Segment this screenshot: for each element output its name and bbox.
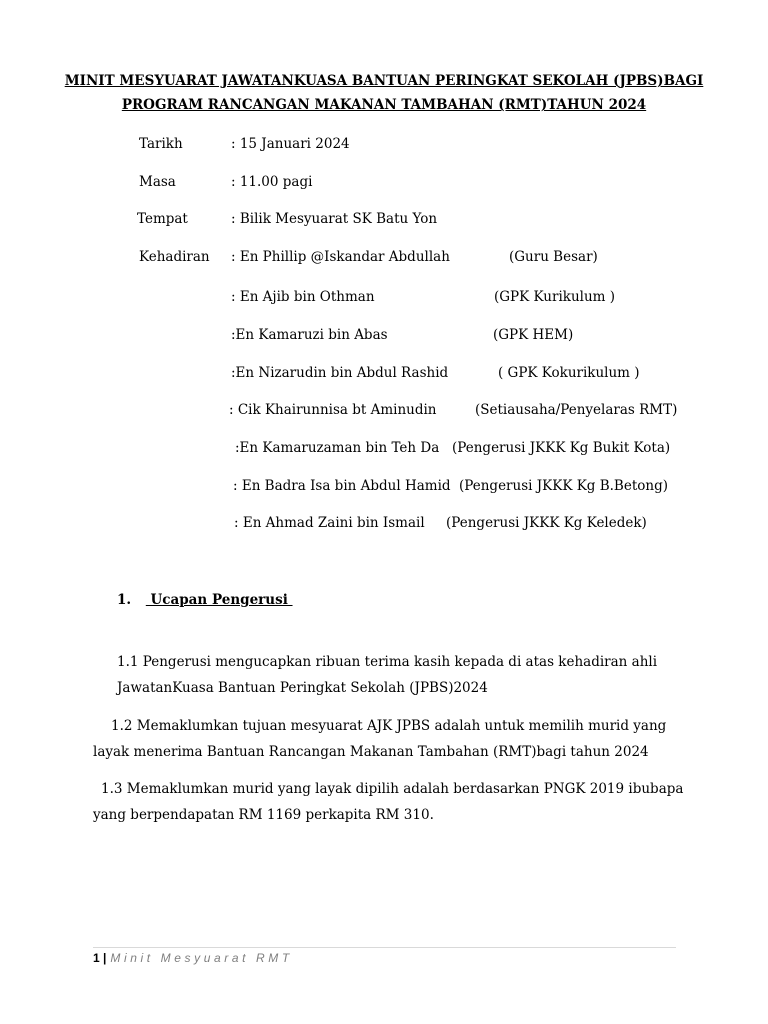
attendee-name: : En Phillip @Iskandar Abdullah — [231, 249, 450, 265]
attendee-role: (Pengerusi JKKK Kg Bukit Kota) — [452, 440, 671, 456]
page-footer — [93, 951, 293, 965]
attendee-role: ( GPK Kokurikulum ) — [498, 365, 640, 381]
attendee-role: (Pengerusi JKKK Kg B.Betong) — [459, 478, 668, 494]
attendee-role: (GPK HEM) — [493, 327, 574, 343]
footer-title: Minit Mesyuarat RMT — [110, 951, 293, 965]
paragraph-1-1-line-1: 1.1 Pengerusi mengucapkan ribuan terima kasih kepada di atas kehadiran ahli — [117, 654, 658, 670]
attendee-name: :En Kamaruzaman bin Teh Da — [235, 440, 440, 456]
paragraph-1-1-line-2: JawatanKuasa Bantuan Peringkat Sekolah (JPBS)2024 — [117, 680, 488, 696]
date-label: Tarikh — [139, 136, 183, 152]
attendee-name: :En Kamaruzi bin Abas — [231, 327, 388, 343]
time-value: : 11.00 pagi — [231, 174, 313, 190]
attendee-name: : En Ahmad Zaini bin Ismail — [234, 515, 425, 531]
attendee-name: : En Badra Isa bin Abdul Hamid — [233, 478, 451, 494]
attendee-role: (Guru Besar) — [509, 249, 598, 265]
footer-divider — [93, 947, 676, 948]
attendee-role: (Setiausaha/Penyelaras RMT) — [475, 402, 678, 418]
attendee-name: : Cik Khairunnisa bt Aminudin — [229, 402, 437, 418]
attendee-role: (GPK Kurikulum ) — [494, 289, 616, 305]
document-title-line-2: PROGRAM RANCANGAN MAKANAN TAMBAHAN (RMT)TAHUN 2024 — [121, 97, 647, 113]
time-label: Masa — [139, 174, 176, 190]
attendee-name: : En Ajib bin Othman — [231, 289, 375, 305]
page-number: 1 | — [93, 951, 107, 965]
place-value: : Bilik Mesyuarat SK Batu Yon — [231, 211, 438, 227]
section-heading — [117, 592, 293, 608]
place-label: Tempat — [137, 211, 188, 227]
section-number: 1. — [117, 592, 132, 608]
attendance-label: Kehadiran — [139, 249, 210, 265]
date-value: : 15 Januari 2024 — [231, 136, 350, 152]
paragraph-1-3-line-2: yang berpendapatan RM 1169 perkapita RM 310. — [93, 807, 434, 823]
paragraph-1-3-line-1: 1.3 Memaklumkan murid yang layak dipilih adalah berdasarkan PNGK 2019 ibubapa — [101, 781, 684, 797]
document-title-line-1: MINIT MESYUARAT JAWATANKUASA BANTUAN PERINGKAT SEKOLAH (JPBS)BAGI — [64, 73, 704, 89]
attendee-name: :En Nizarudin bin Abdul Rashid — [231, 365, 449, 381]
paragraph-1-2-line-1: 1.2 Memaklumkan tujuan mesyuarat AJK JPBS adalah untuk memilih murid yang — [111, 718, 667, 734]
attendee-role: (Pengerusi JKKK Kg Keledek) — [446, 515, 647, 531]
section-title: Ucapan Pengerusi — [145, 592, 293, 608]
paragraph-1-2-line-2: layak menerima Bantuan Rancangan Makanan Tambahan (RMT)bagi tahun 2024 — [93, 744, 649, 760]
